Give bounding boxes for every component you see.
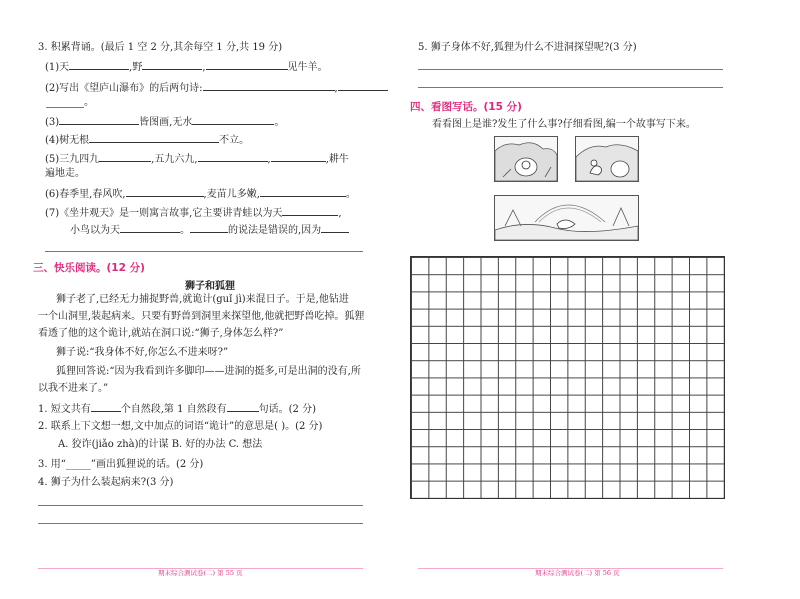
q3-7b: 小鸟以为天 。 的说法是错误的,因为 <box>70 222 349 238</box>
q3-4: (4)树无根 不立。 <box>45 132 249 148</box>
page-footer-left: 期末综合测试卷(二) 第 55 页 <box>158 569 243 577</box>
q5-line-1 <box>418 69 723 70</box>
passage-p1c: 看透了他的这个诡计,就站在洞口说:“狮子,身体怎么样?” <box>38 328 284 339</box>
q3-1: (1)天 ,野 , 见牛羊。 <box>45 59 328 75</box>
page-footer-right: 期末综合测试卷(二) 第 56 页 <box>535 569 620 577</box>
passage-p1b: 一个山洞里,装起病来。只要有野兽到洞里来探望他,他就把野兽吃掉。狐狸 <box>38 311 365 322</box>
q3-6: (6)春季里,春风吹, ,麦苗儿多嫩, 。 <box>45 186 356 202</box>
left-page: 3. 积累背诵。(最后 1 空 2 分,其余每空 1 分,共 19 分) (1)天 ,野 , 见牛羊。 (2)写出《望庐山瀑布》的后两句诗: , 。 (3) 皆图画,无水 。 (4)树无根 不立。 (5)三九四九 ,五九六九, , ,耕牛 遍地走。 (6)春季里,春风吹, ,麦苗儿多嫩, 。 (7)《坐井观天》是一则寓言故事,它主要讲青蛙以为天 , 小鸟以为天 。 的说法是错误的,因为 三、快乐阅读。(12 分) 狮子和狐狸 狮子老了,已经无力捕捉野兽,就诡计(guǐ jì)来混日子。于是,他钻进 一个山洞里,装起病来。只要有野兽到洞里来探望他,他就把野兽吃掉。狐狸 看透了他的这个诡计,就站在洞口说:“狮子,身体怎么样?” 狮子说:“我身体不好,你怎么不进来呀?” 狐狸回答说:“因为我看到许多脚印——进洞的挺多,可是出洞的没有,所 以我不进来了。” 1. 短文共有 个自然段,第 1 自然段有 句话。(2 分) 2. 联系上下文想一想,文中加点的词语“诡计”的意思是( )。(2 分) A. 狡诈(jiǎo zhà)的计谋 B. 好的办法 C. 想法 3. 用“_____”画出狐狸说的话。(2 分) 4. 狮子为什么装起病来?(3 分) 期末综合测试卷(二) 第 55 页 <box>0 0 400 599</box>
reading-q5: 5. 狮子身体不好,狐狸为什么不进洞探望呢?(3 分) <box>418 42 637 53</box>
passage-p3: 狐狸回答说:“因为我看到许多脚印——进洞的挺多,可是出洞的没有,所 <box>56 366 361 377</box>
reading-q1: 1. 短文共有 个自然段,第 1 自然段有 句话。(2 分) <box>38 401 316 417</box>
q5-line-2 <box>418 87 723 88</box>
picture-2-fox-outside-cave <box>575 136 639 182</box>
q4-line-2 <box>38 523 363 524</box>
passage-p2: 狮子说:“我身体不好,你怎么不进来呀?” <box>56 347 229 358</box>
q3-7-line <box>45 251 363 252</box>
picture-3-fox-and-footprints <box>494 195 639 241</box>
q3-7: (7)《坐井观天》是一则寓言故事,它主要讲青蛙以为天 , <box>45 205 342 221</box>
reading-q3: 3. 用“_____”画出狐狸说的话。(2 分) <box>38 459 204 470</box>
q4-line-1 <box>38 505 363 506</box>
reading-q2: 2. 联系上下文想一想,文中加点的词语“诡计”的意思是( )。(2 分) <box>38 421 323 432</box>
reading-q4: 4. 狮子为什么装起病来?(3 分) <box>38 477 174 488</box>
picture-1-lion-in-cave <box>494 136 558 182</box>
writing-grid[interactable] <box>410 256 725 499</box>
q3-5: (5)三九四九 ,五九六九, , ,耕牛 <box>45 151 349 167</box>
q3-stem: 3. 积累背诵。(最后 1 空 2 分,其余每空 1 分,共 19 分) <box>38 42 283 53</box>
q3-3: (3) 皆图画,无水 。 <box>45 114 284 130</box>
section4-prompt: 看看图上是谁?发生了什么事?仔细看图,编一个故事写下来。 <box>432 119 696 130</box>
reading-q2-options: A. 狡诈(jiǎo zhà)的计谋 B. 好的办法 C. 想法 <box>58 439 263 450</box>
passage-title: 狮子和狐狸 <box>185 281 235 292</box>
section3-header: 三、快乐阅读。(12 分) <box>33 262 145 274</box>
q3-2: (2)写出《望庐山瀑布》的后两句诗: , <box>45 80 388 96</box>
passage-p3b: 以我不进来了。” <box>38 383 109 394</box>
passage-p1: 狮子老了,已经无力捕捉野兽,就诡计(guǐ jì)来混日子。于是,他钻进 <box>56 294 349 305</box>
q3-2-line <box>46 107 84 108</box>
section4-header: 四、看图写话。(15 分) <box>410 101 522 113</box>
q3-5b: 遍地走。 <box>45 168 85 179</box>
